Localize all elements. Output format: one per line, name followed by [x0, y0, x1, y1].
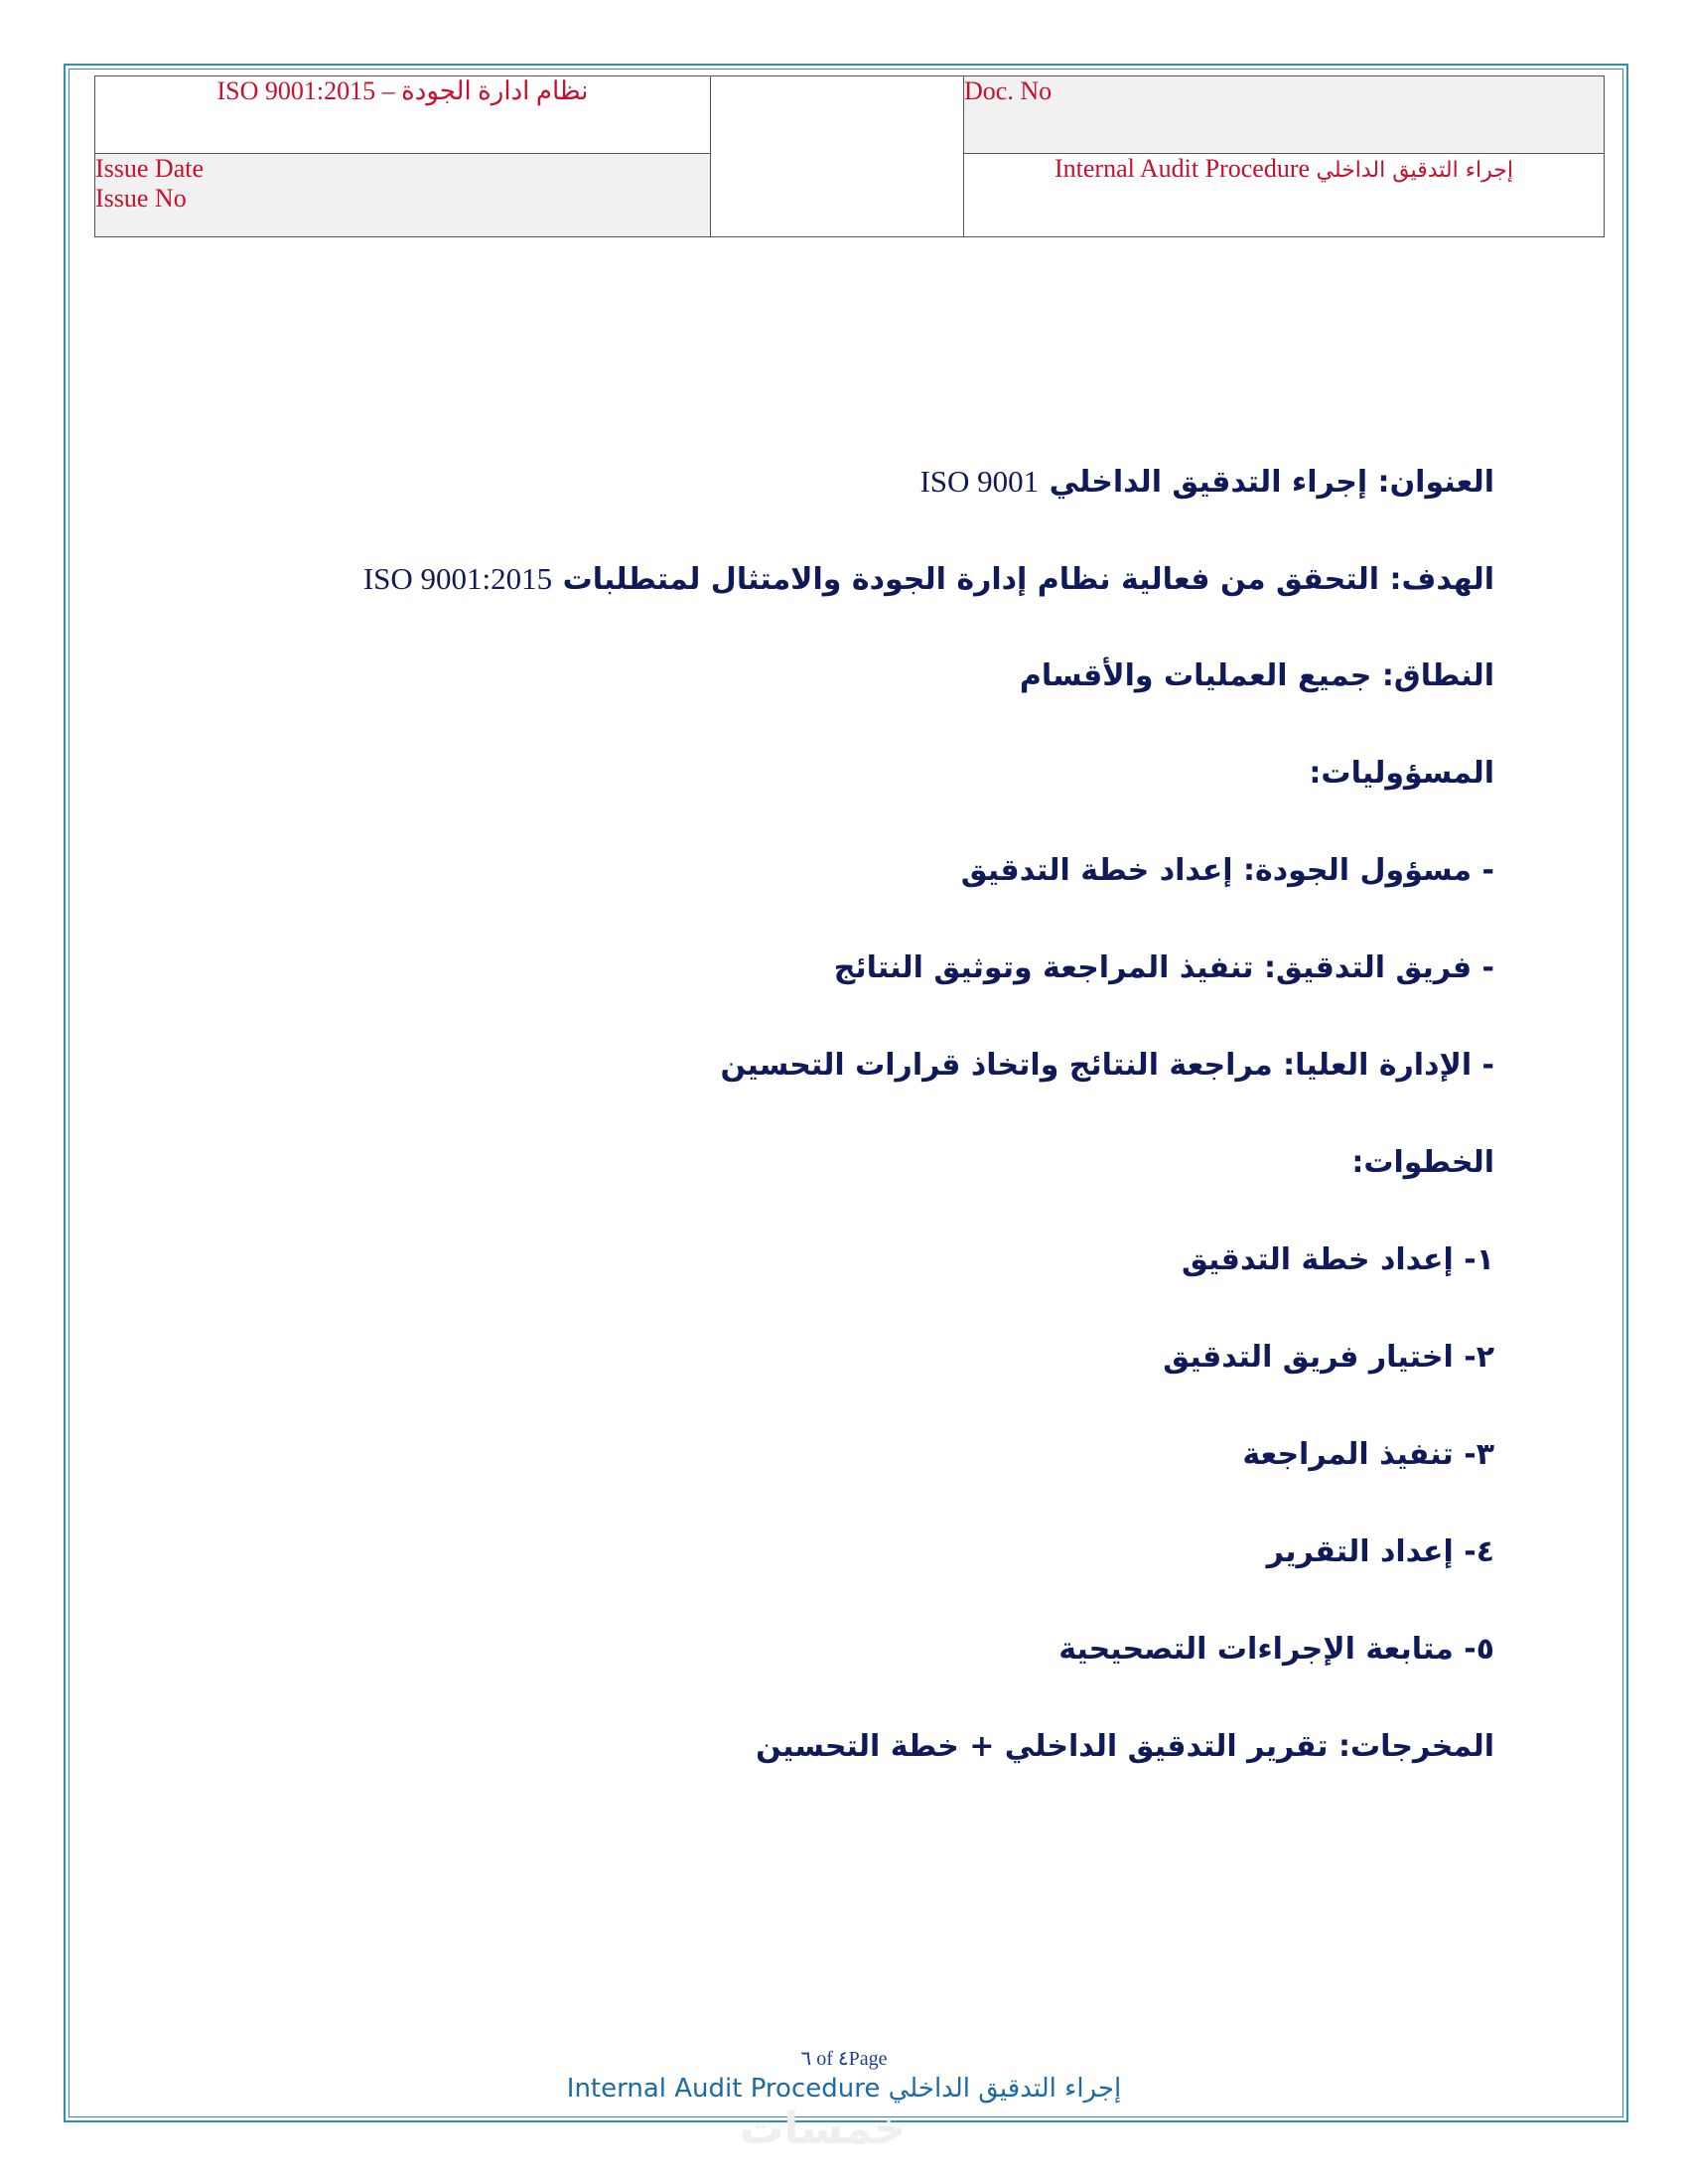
page-number: ٦ of ٤Page	[800, 2048, 888, 2070]
doc-no-cell	[964, 76, 1605, 154]
title-value-ar: إجراء التدقيق الداخلي	[1049, 465, 1368, 500]
procedure-body	[303, 457, 1494, 1820]
responsibility-item: - فريق التدقيق: تنفيذ المراجعة وتوثيق النتائج	[833, 950, 1494, 985]
responsibility-task: إعداد خطة التدقيق	[960, 853, 1233, 888]
doc-no-label: Doc. No	[964, 76, 1053, 105]
step-item: ٤- إعداد التقرير	[1266, 1534, 1494, 1569]
issue-date-label: Issue Date	[95, 154, 205, 183]
step-item: ٥- متابعة الإجراءات التصحيحية	[1058, 1632, 1494, 1667]
title-line: العنوان: إجراء التدقيق الداخلي ISO 9001	[919, 464, 1494, 500]
document-header-table	[94, 75, 1605, 237]
footer-title	[0, 2074, 1688, 2104]
steps-heading: الخطوات:	[1351, 1145, 1494, 1180]
responsibilities-label: المسؤوليات	[1321, 756, 1494, 791]
scope-label: النطاق	[1393, 658, 1494, 693]
responsibility-role: - مسؤول الجودة	[1254, 853, 1494, 888]
quality-system-label: ISO 9001:2015 – نظام ادارة الجودة	[216, 76, 589, 105]
footer-title-ar: إجراء التدقيق الداخلي	[888, 2074, 1122, 2104]
quality-system-cell	[95, 76, 711, 154]
outputs-label: المخرجات	[1350, 1729, 1494, 1764]
scope-value: جميع العمليات والأقسام	[1019, 658, 1372, 693]
objective-line: الهدف: التحقق من فعالية نظام إدارة الجودة والامتثال لمتطلبات ISO 9001:2015	[362, 561, 1494, 597]
responsibilities-heading: المسؤوليات:	[1309, 756, 1494, 791]
procedure-title-cell	[964, 154, 1605, 237]
responsibility-task: مراجعة النتائج واتخاذ قرارات التحسين	[720, 1048, 1273, 1083]
objective-label: الهدف	[1401, 562, 1494, 597]
issue-cell	[95, 154, 711, 237]
objective-value-ar: التحقق من فعالية نظام إدارة الجودة والامتثال لمتطلبات	[562, 562, 1380, 597]
logo-cell	[711, 76, 964, 237]
responsibility-item: - مسؤول الجودة: إعداد خطة التدقيق	[960, 853, 1494, 888]
steps-label: الخطوات	[1363, 1145, 1494, 1180]
footer-title-en: Internal Audit Procedure	[566, 2074, 881, 2104]
responsibility-role: - فريق التدقيق	[1275, 950, 1494, 985]
responsibility-task: تنفيذ المراجعة وتوثيق النتائج	[833, 950, 1254, 985]
issue-no-label: Issue No	[95, 184, 187, 213]
outputs-value: تقرير التدقيق الداخلي + خطة التحسين	[756, 1729, 1329, 1764]
objective-value-en: ISO 9001:2015	[362, 561, 553, 596]
watermark-logo: خمسات	[740, 2104, 906, 2154]
step-item: ٣- تنفيذ المراجعة	[1242, 1437, 1494, 1472]
title-value-en: ISO 9001	[919, 464, 1040, 499]
step-item: ١- إعداد خطة التدقيق	[1182, 1242, 1494, 1277]
title-label: العنوان	[1389, 465, 1494, 500]
scope-line: النطاق: جميع العمليات والأقسام	[1019, 658, 1494, 693]
step-item: ٢- اختيار فريق التدقيق	[1163, 1340, 1494, 1375]
procedure-title-ar: إجراء التدقيق الداخلي	[1316, 158, 1514, 183]
responsibility-role: - الإدارة العليا	[1295, 1048, 1494, 1083]
procedure-title-en: Internal Audit Procedure	[1054, 154, 1311, 183]
outputs-line: المخرجات: تقرير التدقيق الداخلي + خطة التحسين	[756, 1729, 1494, 1764]
responsibility-item: - الإدارة العليا: مراجعة النتائج واتخاذ قرارات التحسين	[720, 1048, 1494, 1083]
